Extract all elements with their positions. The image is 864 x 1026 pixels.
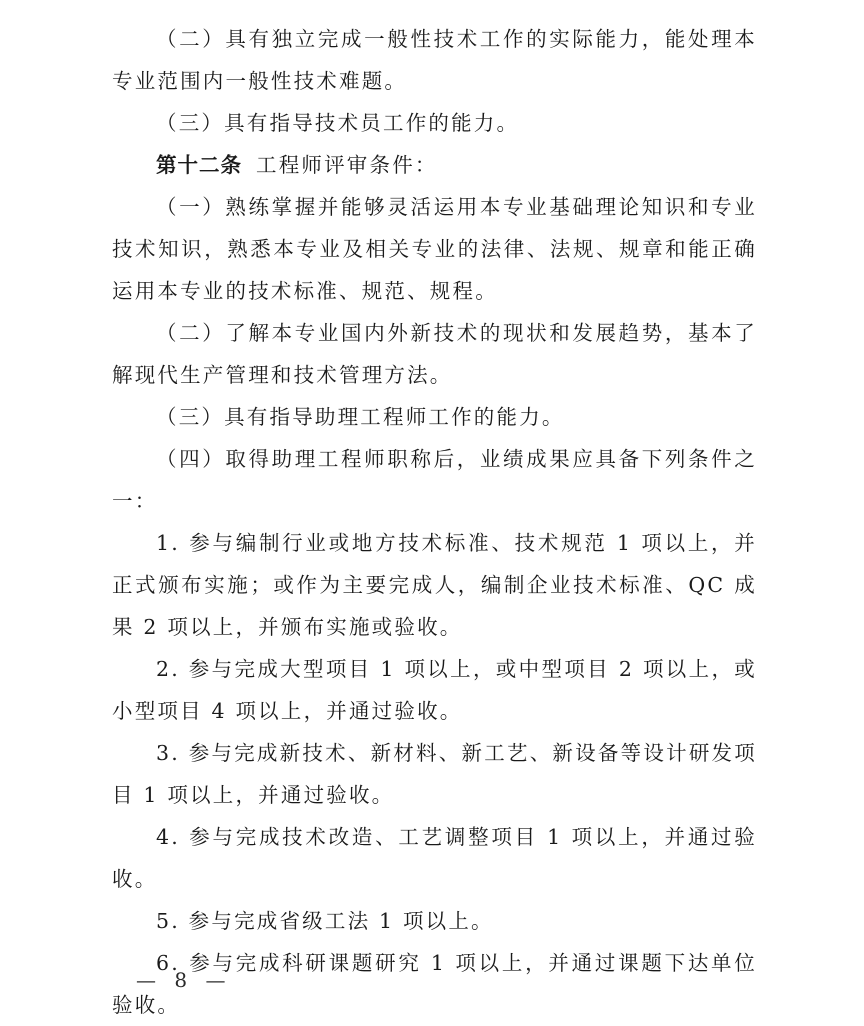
document-body [112,18,757,1026]
paragraph-item-2-2: （二）具有独立完成一般性技术工作的实际能力，能处理本专业范围内一般性技术难题。 [112,27,757,93]
article-12 [112,144,757,186]
article-heading: 第十二条 [156,153,242,177]
list-item-4: 4. 参与完成技术改造、工艺调整项目 1 项以上，并通过验收。 [112,825,757,891]
paragraph-item-3-1: （三）具有指导技术员工作的能力。 [156,111,520,135]
list-item-2: 2. 参与完成大型项目 1 项以上，或中型项目 2 项以上，或小型项目 4 项以上，并通过验收。 [112,657,757,723]
list-item-6: 6. 参与完成科研课题研究 1 项以上，并通过课题下达单位验收。 [112,951,757,1017]
page-number: — 8 — [136,968,232,992]
list-item-3: 3. 参与完成新技术、新材料、新工艺、新设备等设计研发项目 1 项以上，并通过验收。 [112,741,757,807]
list-item-1: 1. 参与编制行业或地方技术标准、技术规范 1 项以上，并正式颁布实施；或作为主要完成人，编制企业技术标准、QC 成果 2 项以上，并颁布实施或验收。 [112,531,757,639]
paragraph-item-1: （一）熟练掌握并能够灵活运用本专业基础理论知识和专业技术知识，熟悉本专业及相关专业的法律、法规、规章和能正确运用本专业的技术标准、规范、规程。 [112,195,757,303]
list-item-5: 5. 参与完成省级工法 1 项以上。 [156,909,494,933]
article-title: 工程师评审条件： [256,153,438,177]
paragraph-item-2: （二）了解本专业国内外新技术的现状和发展趋势，基本了解现代生产管理和技术管理方法。 [112,321,757,387]
paragraph-item-4: （四）取得助理工程师职称后，业绩成果应具备下列条件之一： [112,447,757,513]
paragraph-item-3: （三）具有指导助理工程师工作的能力。 [156,405,565,429]
